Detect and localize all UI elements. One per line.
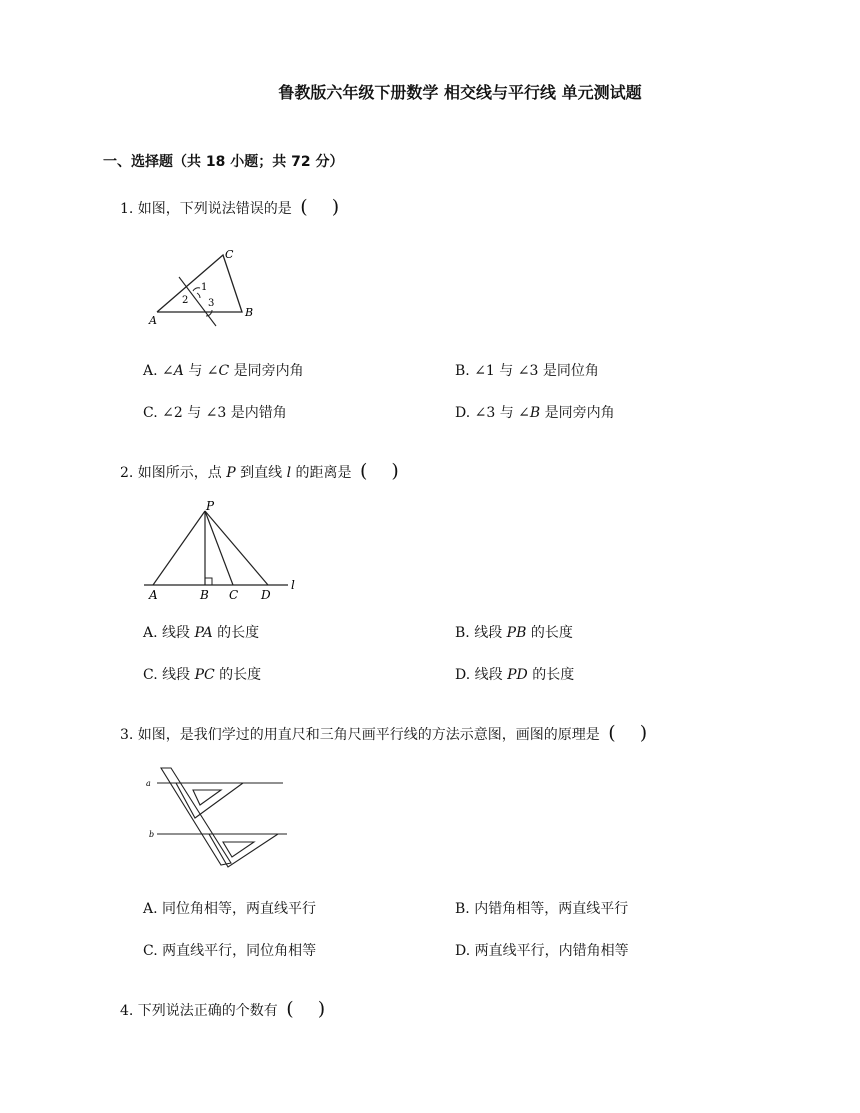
answer-paren-open: ( [608, 722, 616, 744]
question-1-text: 1. 如图，下列说法错误的是 [120, 201, 292, 217]
label-angle-2: 2 [182, 295, 189, 306]
option-text: 的长度 [214, 667, 262, 683]
label-B: B [245, 306, 254, 319]
label-l: l [291, 578, 295, 592]
option-var: C [218, 363, 230, 379]
q1-option-b[interactable] [455, 360, 599, 380]
answer-paren-open: ( [300, 196, 308, 218]
answer-paren-close: ) [391, 460, 399, 482]
option-text: 内错角相等，两直线平行 [474, 901, 629, 917]
q2-option-a[interactable] [143, 622, 259, 642]
option-text: 是同旁内角 [540, 405, 615, 421]
section-heading: 一、选择题（共 18 小题；共 72 分） [103, 154, 344, 170]
option-letter: A. [143, 363, 163, 379]
option-text: 的长度 [526, 625, 573, 641]
option-letter: B. [455, 901, 475, 917]
label-P: P [206, 499, 215, 513]
option-letter: C. [143, 943, 163, 959]
label-B: B [200, 588, 209, 602]
label-A: A [149, 314, 157, 327]
question-2-text: 的距离是 [291, 465, 352, 481]
question-3-stem [120, 722, 647, 744]
option-letter: B. [455, 363, 475, 379]
option-text: 线段 [474, 625, 507, 641]
question-4-stem [120, 998, 325, 1020]
answer-paren-close: ) [317, 998, 326, 1020]
var-P: P [226, 465, 236, 481]
option-text: 线段 [162, 667, 195, 683]
option-var: PD [507, 667, 528, 683]
option-text: 两直线平行，内错角相等 [474, 943, 629, 959]
question-3-figure [143, 766, 293, 871]
q1-option-a[interactable] [143, 360, 304, 380]
label-A: A [149, 588, 158, 602]
option-letter: D. [455, 405, 475, 421]
option-text: 与 ∠ [183, 363, 219, 379]
option-text: 的长度 [527, 667, 575, 683]
q3-option-b[interactable] [455, 898, 628, 918]
label-b: b [149, 830, 155, 839]
q1-option-d[interactable] [455, 402, 615, 422]
option-var: PB [506, 625, 527, 641]
option-letter: D. [455, 667, 475, 683]
answer-paren-close: ) [639, 722, 648, 744]
option-letter: A. [143, 625, 163, 641]
var-l: l [286, 465, 292, 481]
option-text: ∠1 与 ∠3 是同位角 [474, 363, 599, 379]
label-C: C [225, 248, 234, 261]
answer-paren-open: ( [286, 998, 294, 1020]
label-a: a [146, 779, 151, 788]
option-text: 线段 [162, 625, 195, 641]
option-text: 同位角相等，两直线平行 [162, 901, 317, 917]
option-var: A [173, 363, 184, 379]
option-text: ∠3 与 ∠ [474, 405, 530, 421]
option-letter: C. [143, 405, 163, 421]
label-angle-3: 3 [208, 298, 215, 309]
question-2-figure [140, 500, 310, 605]
question-1-figure [140, 244, 270, 329]
q2-option-c[interactable] [143, 664, 261, 684]
question-1-stem [120, 196, 339, 218]
option-text: 是同旁内角 [229, 363, 304, 379]
question-4-text: 4. 下列说法正确的个数有 [120, 1003, 278, 1019]
option-letter: D. [455, 943, 475, 959]
option-letter: A. [143, 901, 163, 917]
question-2-text: 到直线 [235, 465, 287, 481]
option-text: ∠2 与 ∠3 是内错角 [162, 405, 287, 421]
q2-option-b[interactable] [455, 622, 573, 642]
option-text: ∠ [162, 363, 174, 379]
label-angle-1: 1 [201, 282, 208, 293]
option-var: B [529, 405, 541, 421]
q3-option-d[interactable] [455, 940, 629, 960]
label-C: C [229, 588, 239, 602]
option-text: 的长度 [212, 625, 260, 641]
option-var: PA [194, 625, 213, 641]
q3-option-a[interactable] [143, 898, 316, 918]
q1-option-c[interactable] [143, 402, 287, 422]
q3-option-c[interactable] [143, 940, 316, 960]
answer-paren-open: ( [359, 460, 368, 482]
question-2-text: 2. 如图所示，点 [120, 465, 227, 481]
answer-paren-close: ) [331, 196, 340, 218]
option-var: PC [194, 667, 215, 683]
question-2-stem [120, 460, 399, 482]
question-3-text: 3. 如图，是我们学过的用直尺和三角尺画平行线的方法示意图，画图的原理是 [120, 727, 600, 743]
label-D: D [261, 588, 271, 602]
option-text: 两直线平行，同位角相等 [162, 943, 317, 959]
option-letter: C. [143, 667, 163, 683]
option-letter: B. [455, 625, 475, 641]
option-text: 线段 [474, 667, 508, 683]
page-title: 鲁教版六年级下册数学 相交线与平行线 单元测试题 [278, 83, 642, 102]
q2-option-d[interactable] [455, 664, 574, 684]
